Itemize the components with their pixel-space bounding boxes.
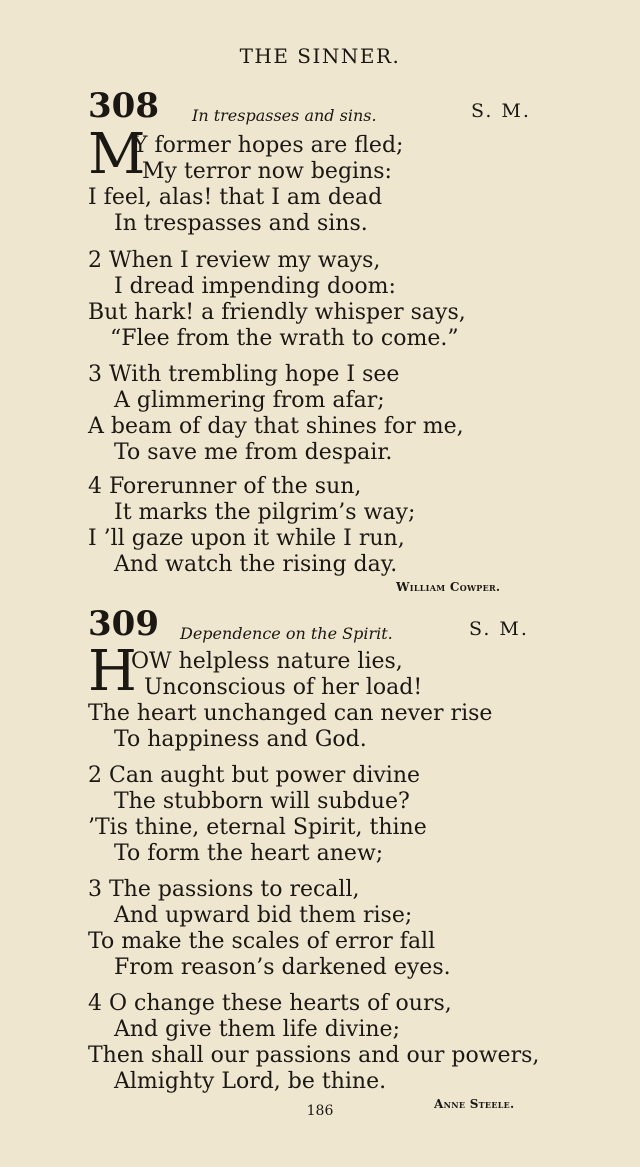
page-number: 186: [306, 1103, 334, 1119]
verse-line: ’Tis thine, eternal Spirit, thine: [88, 815, 427, 840]
hymn-number: 309: [88, 604, 159, 644]
verse-line: 3 With trembling hope I see: [88, 362, 400, 387]
verse-line: It marks the pilgrim’s way;: [114, 500, 416, 525]
drop-cap: M: [88, 122, 146, 187]
verse-line: I feel, alas! that I am dead: [88, 185, 383, 210]
verse-line: And watch the rising day.: [114, 552, 398, 577]
hymn-meter: S. M.: [471, 100, 531, 122]
hymn-meter: S. M.: [469, 618, 529, 640]
hymn-author: William Cowper.: [396, 580, 501, 594]
verse-line: But hark! a friendly whisper says,: [88, 300, 466, 325]
hymn-title: Dependence on the Spirit.: [180, 624, 393, 643]
verse-line: OW helpless nature lies,: [131, 649, 403, 674]
verse-line: Almighty Lord, be thine.: [114, 1069, 387, 1094]
verse-line: And give them life divine;: [114, 1017, 400, 1042]
verse-line: The heart unchanged can never rise: [88, 701, 493, 726]
verse-line: I ’ll gaze upon it while I run,: [88, 526, 405, 551]
verse-line: From reason’s darkened eyes.: [114, 955, 451, 980]
verse-line: 3 The passions to recall,: [88, 877, 360, 902]
verse-line: 2 Can aught but power divine: [88, 763, 421, 788]
verse-line: I dread impending doom:: [114, 274, 396, 299]
verse-line: Unconscious of her load!: [144, 675, 423, 700]
verse-line: A glimmering from afar;: [114, 388, 385, 413]
verse-line: In trespasses and sins.: [114, 211, 368, 236]
verse-line: To make the scales of error fall: [88, 929, 436, 954]
hymn-author: Anne Steele.: [434, 1097, 515, 1111]
verse-line: To happiness and God.: [114, 727, 367, 752]
verse-line: A beam of day that shines for me,: [88, 414, 464, 439]
hymn-title: In trespasses and sins.: [192, 106, 377, 125]
verse-line: The stubborn will subdue?: [114, 789, 410, 814]
verse-line: And upward bid them rise;: [114, 903, 413, 928]
verse-line: 2 When I review my ways,: [88, 248, 381, 273]
verse-line: “Flee from the wrath to come.”: [110, 326, 459, 351]
verse-line: Y former hopes are fled;: [133, 133, 404, 158]
drop-cap: H: [88, 639, 137, 704]
hymn-number: 308: [88, 86, 159, 126]
verse-line: 4 O change these hearts of ours,: [88, 991, 452, 1016]
verse-line: To save me from despair.: [114, 440, 393, 465]
verse-line: To form the heart anew;: [114, 841, 384, 866]
verse-line: My terror now begins:: [142, 159, 392, 184]
verse-line: Then shall our passions and our powers,: [88, 1043, 540, 1068]
verse-line: 4 Forerunner of the sun,: [88, 474, 362, 499]
running-header: THE SINNER.: [239, 44, 401, 68]
